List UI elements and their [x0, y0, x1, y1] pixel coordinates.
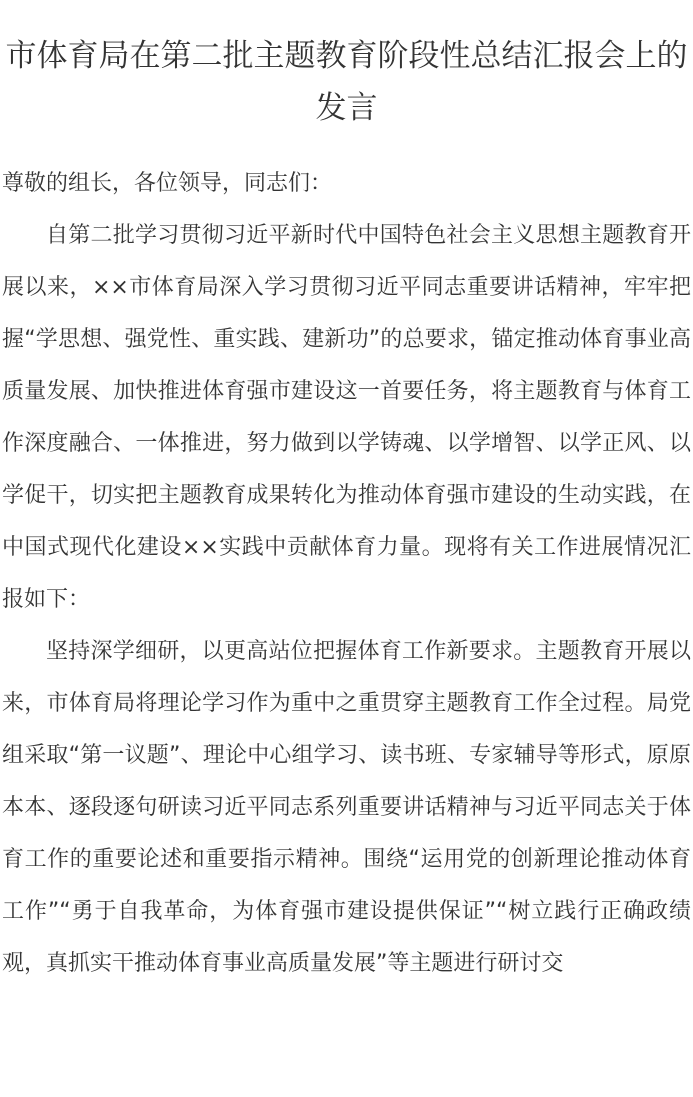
body-paragraph-2: 坚持深学细研，以更高站位把握体育工作新要求。主题教育开展以来，市体育局将理论学习作为重中之重贯穿主题教育工作全过程。局党组采取“第一议题”、理论中心组学习、读书班、专家辅导等形式，原原本本、逐段逐句研读习近平同志系列重要讲话精神与习近平同志关于体育工作的重要论述和重要指示精神。围绕“运用党的创新理论推动体育工作”“勇于自我革命，为体育强市建设提供保证”“树立践行正确政绩观，真抓实干推动体育事业高质量发展”等主题进行研讨交	[2, 639, 691, 976]
salutation: 尊敬的组长，各位领导，同志们：	[2, 171, 333, 196]
document-title: 市体育局在第二批主题教育阶段性总结汇报会上的发言	[5, 38, 688, 126]
body-paragraph-1: 自第二批学习贯彻习近平新时代中国特色社会主义思想主题教育开展以来，××市体育局深入学习贯彻习近平同志重要讲话精神，牢牢把握“学思想、强党性、重实践、建新功”的总要求，锚定推动体育事业高质量发展、加快推进体育强市建设这一首要任务，将主题教育与体育工作深度融合、一体推进，努力做到以学铸魂、以学增智、以学正风、以学促干，切实把主题教育成果转化为推动体育强市建设的生动实践，在中国式现代化建设××实践中贡献体育力量。现将有关工作进展情况汇报如下：	[2, 223, 691, 612]
